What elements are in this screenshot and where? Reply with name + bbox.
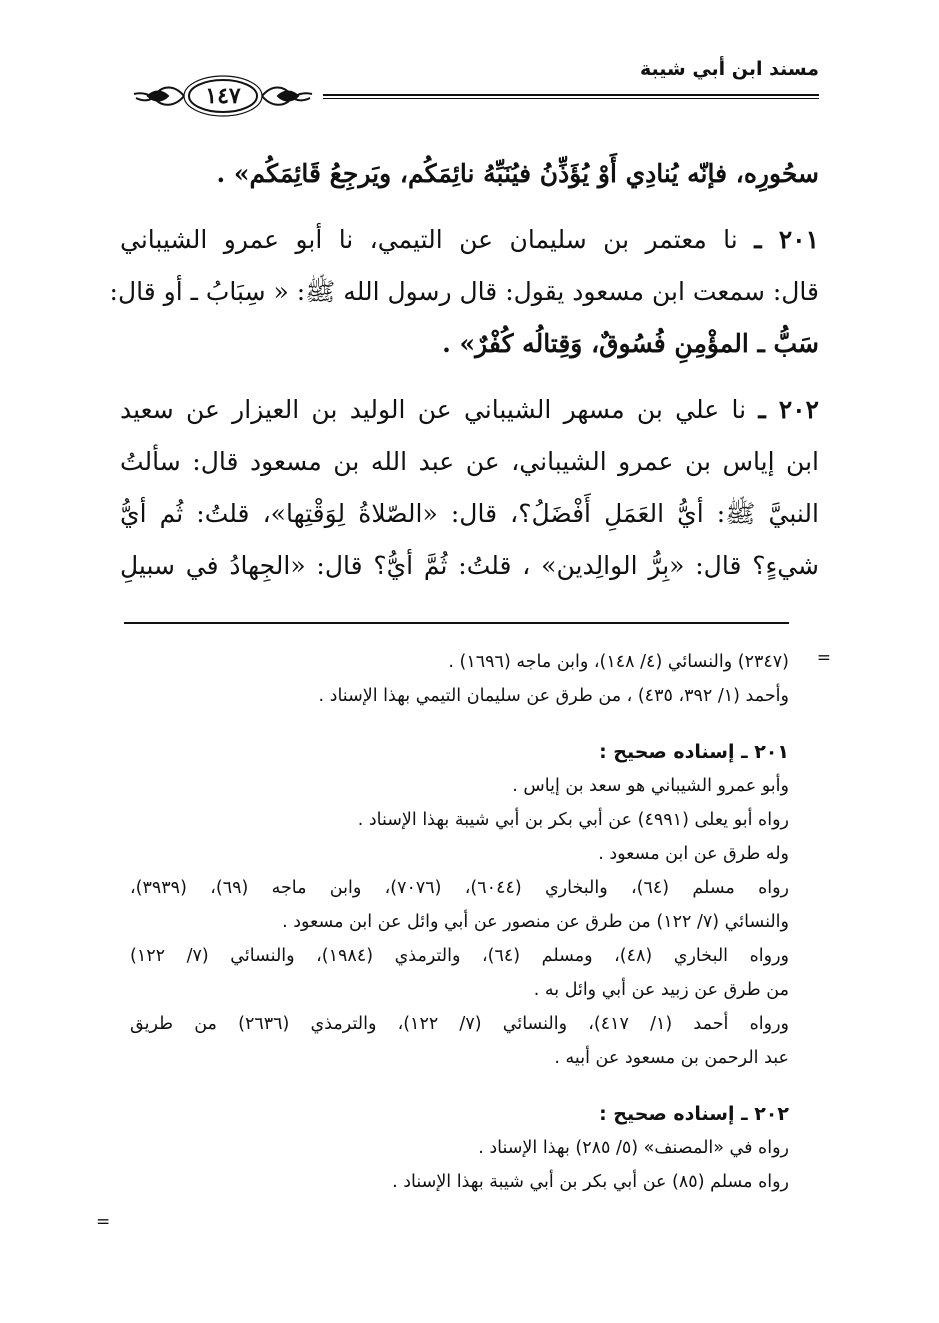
header-rule bbox=[323, 94, 819, 96]
continuation-mark-bottom: = bbox=[96, 1212, 111, 1232]
hadith-201 bbox=[109, 214, 820, 370]
footnote-line: ورواه البخاري (٤٨)، ومسلم (٦٤)، والترمذي (١٩٨٤)، والنسائي (٧/ ١٢٢) bbox=[130, 946, 789, 966]
footnote-line: رواه أبو يعلى (٤٩٩١) عن أبي بكر بن أبي شيبة بهذا الإسناد . bbox=[357, 810, 789, 830]
hadith-continuation-line: سحُورِه، فإنّه يُنادِي أَوْ يُؤَذِّنُ فيُنَبِّهُ نائِمَكُم، ويَرجِعُ قَائِمَكُم» . bbox=[216, 159, 819, 188]
hadith-202 bbox=[120, 384, 819, 592]
footnote-line: عبد الرحمن بن مسعود عن أبيه . bbox=[554, 1048, 789, 1068]
footnote-line: رواه مسلم (٦٤)، والبخاري (٦٠٤٤)، (٧٠٧٦)، وابن ماجه (٦٩)، (٣٩٣٩)، bbox=[130, 878, 790, 898]
text-line: نا معتمر بن سليمان عن التيمي، نا أبو عمرو الشيباني bbox=[120, 225, 738, 254]
text-line: النبيَّ ﷺ: أيُّ العَمَلِ أَفْضَلُ؟، قال: «الصّلاةُ لِوَقْتِها»، قلتُ: ثُم أيُّ bbox=[120, 499, 819, 528]
footnote-line: ورواه أحمد (١/ ٤١٧)، والنسائي (٧/ ١٢٢)، والترمذي (٢٦٣٦) من طريق bbox=[130, 1014, 789, 1034]
footnote-line: وأبو عمرو الشيباني هو سعد بن إياس . bbox=[512, 776, 789, 796]
text-line: قال: سمعت ابن مسعود يقول: قال رسول الله ﷺ: « سِبَابُ ـ أو قال: bbox=[109, 277, 819, 306]
continuation-mark: = bbox=[816, 648, 831, 668]
footnote-line: من طرق عن زبيد عن أبي وائل به . bbox=[533, 980, 789, 1000]
text-line: ابن إياس بن عمرو الشيباني، عن عبد الله بن مسعود قال: سألتُ bbox=[120, 447, 819, 476]
footnote-heading: ٢٠٢ ـ إسناده صحيح : bbox=[599, 1103, 789, 1125]
footnote-heading: ٢٠١ ـ إسناده صحيح : bbox=[599, 741, 789, 763]
footnote-line: وأحمد (١/ ٣٩٢، ٤٣٥) ، من طرق عن سليمان التيمي بهذا الإسناد . bbox=[318, 686, 789, 706]
footnote-line: وله طرق عن ابن مسعود . bbox=[598, 844, 789, 864]
main-text bbox=[109, 148, 820, 592]
footnotes bbox=[130, 645, 789, 1199]
text-line: نا علي بن مسهر الشيباني عن الوليد بن العيزار عن سعيد bbox=[120, 395, 747, 424]
page-header bbox=[128, 44, 819, 110]
hadith-number: ٢٠١ ـ bbox=[754, 225, 820, 254]
header-rule-thin bbox=[323, 98, 819, 99]
page-number-ornament bbox=[128, 74, 318, 118]
text-line: شيءٍ؟ قال: «بِرُّ الوالِدين» ، قلتُ: ثُمَّ أيُّ؟ قال: «الجِهادُ في سبيلِ bbox=[120, 551, 819, 580]
page-number: ١٤٧ bbox=[205, 83, 241, 109]
hadith-number: ٢٠٢ ـ bbox=[758, 395, 819, 424]
footnote-202 bbox=[130, 1097, 789, 1199]
footnote-separator bbox=[124, 622, 789, 624]
footnote-201 bbox=[130, 735, 789, 1075]
footnote-line: والنسائي (٧/ ١٢٢) من طرق عن منصور عن أبي وائل عن ابن مسعود . bbox=[282, 912, 789, 932]
text-line: سَبُّ ـ المؤْمِنِ فُسُوقٌ، وَقِتالُه كُفْرٌ» . bbox=[442, 329, 819, 358]
footnote-line: رواه في «المصنف» (٥/ ٢٨٥) بهذا الإسناد . bbox=[478, 1138, 789, 1158]
footnote-line: رواه مسلم (٨٥) عن أبي بكر بن أبي شيبة بهذا الإسناد . bbox=[392, 1172, 789, 1192]
footnote-line: (٢٣٤٧) والنسائي (٤/ ١٤٨)، وابن ماجه (١٦٩٦) . bbox=[448, 652, 789, 672]
book-title: مسند ابن أبي شيبة bbox=[639, 58, 819, 80]
